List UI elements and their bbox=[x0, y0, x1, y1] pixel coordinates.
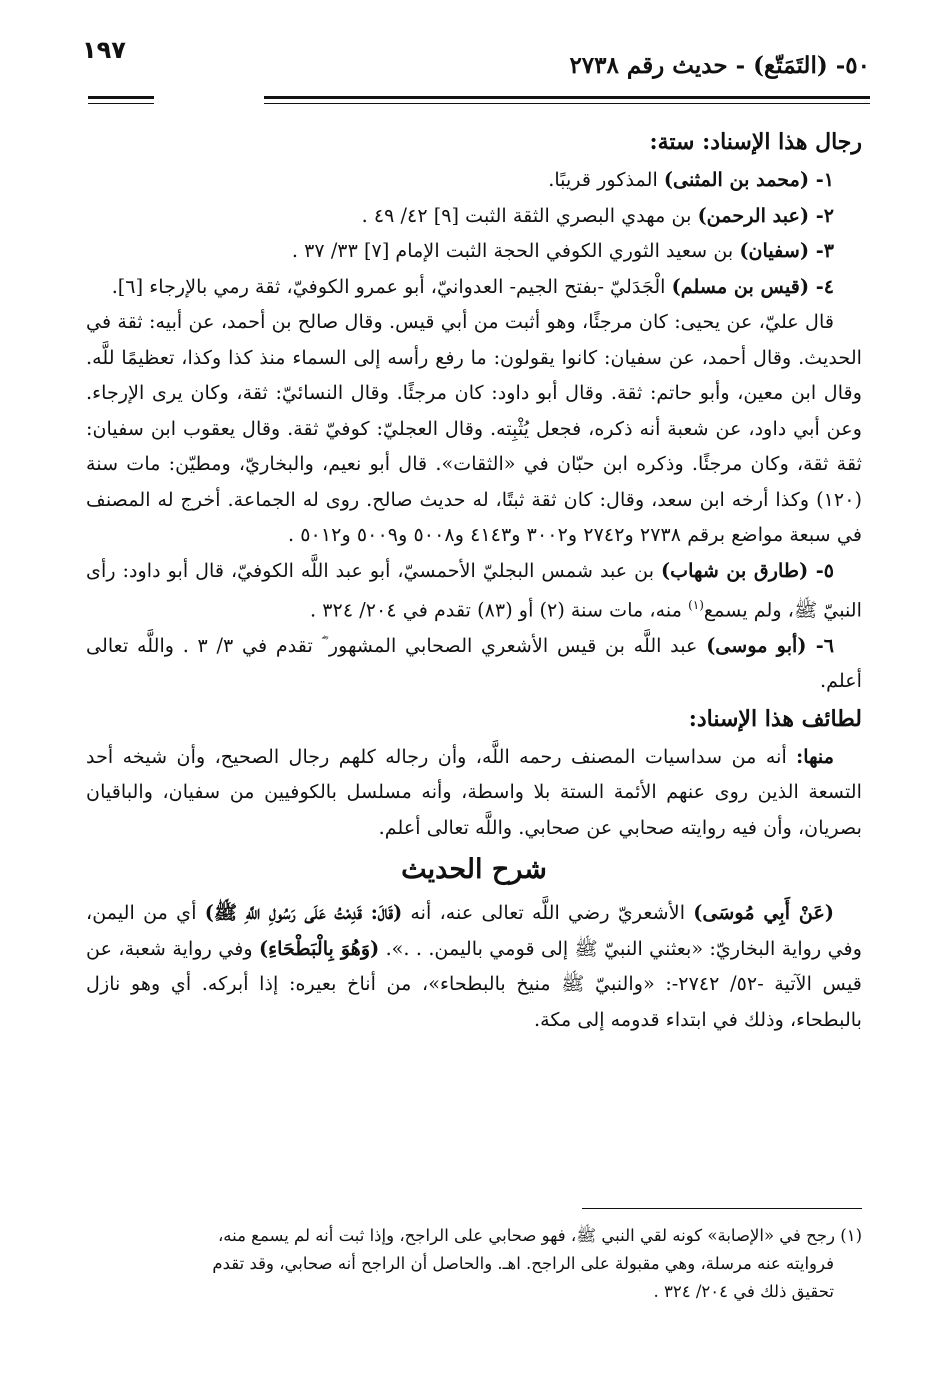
hadith-quote: (قَالَ: قَدِمْتُ عَلَى رَسُولِ اللَّهِ ﷺ) bbox=[204, 901, 403, 925]
narrator-3 bbox=[86, 233, 862, 269]
narrator-text: بن سعيد الثوري الكوفي الحجة الثبت الإمام [٧] ٣٣/ ٣٧ . bbox=[291, 239, 740, 262]
footnote-line: تحقيق ذلك في ٢٠٤/ ٣٢٤ . bbox=[653, 1282, 834, 1301]
footnote-rule bbox=[582, 1208, 862, 1209]
footnotes bbox=[86, 1222, 862, 1306]
footnote-line: (١) رجح في «الإصابة» كونه لقي النبي ﷺ، فهو صحابي على الراجح، وإذا ثبت أنه لم يسمع منه، bbox=[217, 1226, 862, 1245]
narrator-text: الْجَدَليّ -بفتح الجيم- العدوانيّ، أبو عمرو الكوفيّ، ثقة رمي بالإرجاء [٦]. bbox=[111, 274, 672, 298]
header-rule bbox=[264, 96, 870, 104]
header-rule-left bbox=[88, 96, 154, 104]
hadith-quote: (عَنْ أَبِي مُوسَى) bbox=[693, 901, 835, 925]
narrator-name: ٤- (قيس بن مسلم) bbox=[671, 274, 834, 298]
page-body bbox=[86, 122, 862, 1037]
narrator-4-biography: قال عليّ، عن يحيى: كان مرجئًا، وهو أثبت من أبي قيس. وقال صالح بن أحمد، عن أبيه: ثقة في الحديث. وقال أحمد، عن سفيان: كانوا يقولون: ما رفع رأسه إلى السماء منذ كذا وكذا، تعظيمًا للَّه. وقال ابن معين، وأبو حاتم: ثقة. وقال أبو داود: كان مرجئًا. وقال النسائيّ: ثقة، وكان يرى الإرجاء. وعن أبي داود، عن شعبة أنه ذكره، فجعل يُثْبِته. وقال العجليّ: كوفيّ ثقة. وقال يعقوب ابن سفيان: ثقة ثقة، وكان مرجئًا. وذكره ابن حبّان في «الثقات». قال أبو نعيم، والبخاريّ، ومطيّن: مات سنة (١٢٠) وكذا أرخه ابن سعد، وقال: كان ثقة ثبتًا، له حديث صالح. روى له الجماعة. أخرج له المصنف في سبعة مواضع برقم ٢٧٣٨ و٢٧٤٢ و٣٠٠٢ و٤١٤٣ و٥٠٠٨ و٥٠٠٩ و٥٠١٢ . bbox=[86, 310, 862, 546]
narrator-text: المذكور قريبًا. bbox=[548, 168, 664, 191]
narrator-name: ٦- (أبو موسى) bbox=[706, 633, 834, 657]
narrator-name: ٥- (طارق بن شهاب) bbox=[661, 558, 834, 582]
subtleties-lead: منها: bbox=[796, 744, 834, 768]
narrator-text: منه، مات سنة (٢) أو (٨٣) تقدم في ٢٠٤/ ٣٢٤ . bbox=[310, 598, 689, 622]
commentary-text: الأشعريّ رضي اللَّه تعالى عنه، أنه bbox=[402, 901, 694, 925]
narrator-1 bbox=[86, 162, 862, 198]
narrator-name: ١- (محمد بن المثنى) bbox=[663, 168, 834, 191]
narrator-text: بن عبد شمس البجليّ الأحمسيّ، أبو عبد اللَّه الكوفيّ، قال أبو داود: رأى النبيّ ﷺ، ولم يسمع bbox=[86, 558, 862, 622]
running-head: ٥٠- (التَمَتّع) - حديث رقم ٢٧٣٨ bbox=[569, 52, 870, 79]
subtleties-text: أنه من سداسيات المصنف رحمه اللَّه، وأن رجاله كلهم رجال الصحيح، وأن شيخه أحد التسعة الذين روى عنهم الأئمة الستة بلا واسطة، وأنه مسلسل بالكوفيين من سفيان، والباقيان بصريان، وأن فيه روايته صحابي عن صحابي. واللَّه تعالى أعلم. bbox=[86, 744, 862, 839]
narrator-5 bbox=[86, 553, 862, 628]
narrator-6 bbox=[86, 628, 862, 699]
narrators-heading: رجال هذا الإسناد: ستة: bbox=[649, 129, 862, 155]
commentary-paragraph bbox=[86, 895, 862, 1037]
narrator-name: ٢- (عبد الرحمن) bbox=[697, 203, 834, 227]
subtleties-paragraph bbox=[86, 739, 862, 846]
footnote-line: فروايته عنه مرسلة، وهي مقبولة على الراجح. اهـ. والحاصل أن الراجح أنه صحابي، وقد تقدم bbox=[212, 1254, 834, 1273]
commentary-title: شرح الحديث bbox=[401, 854, 547, 886]
narrator-text: بن مهدي البصري الثقة الثبت [٩] ٤٢/ ٤٩ . bbox=[361, 203, 698, 227]
subtleties-heading: لطائف هذا الإسناد: bbox=[688, 705, 862, 732]
hadith-quote: (وَهُوَ بِالْبَطْحَاءِ) bbox=[259, 936, 380, 960]
page-number: ١٩٧ bbox=[82, 36, 126, 64]
commentary-text: وفي رواية شعبة، عن قيس الآتية -٥٢/ ٢٧٤٢-: «والنبيّ ﷺ منيخ بالبطحاء»، من أناخ بعيره: إذا أبركه. أي وهو نازل بالبطحاء، وذلك في ابتداء قدومه إلى مكة. bbox=[86, 936, 862, 1031]
footnote-reference[interactable]: (١) bbox=[688, 598, 704, 612]
narrator-4 bbox=[86, 269, 862, 305]
page-header bbox=[88, 52, 870, 86]
narrator-2 bbox=[86, 198, 862, 234]
commentary-text: أي من اليمن، وفي رواية البخاريّ: «بعثني النبيّ ﷺ إلى قومي باليمن. . .». bbox=[86, 901, 863, 960]
narrator-text: عبد اللَّه بن قيس الأشعري الصحابي المشهور ؓ تقدم في ٣/ ٣ . واللَّه تعالى أعلم. bbox=[86, 633, 862, 693]
narrator-name: ٣- (سفيان) bbox=[739, 239, 834, 262]
